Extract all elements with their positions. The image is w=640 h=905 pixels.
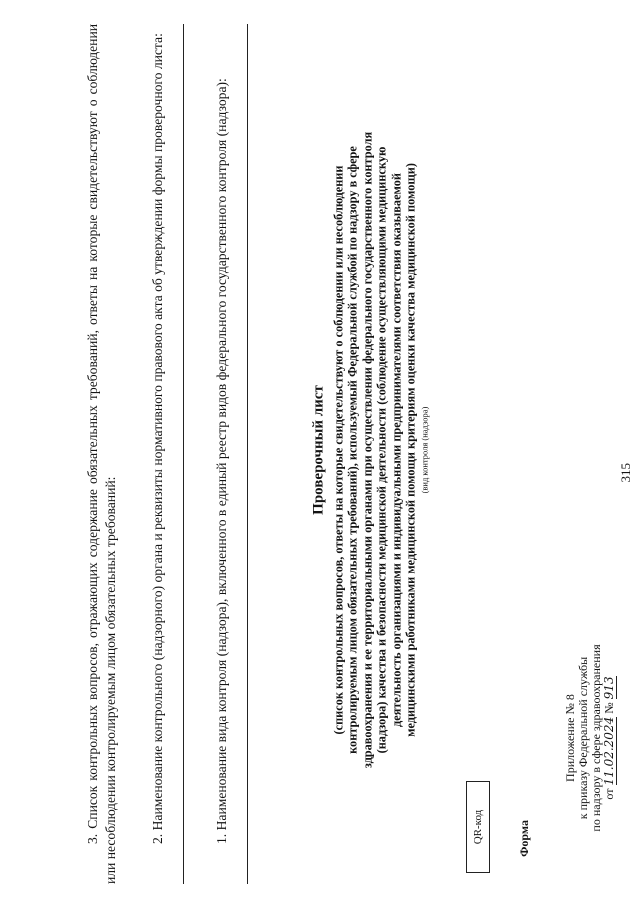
- section-1-fill-line: [231, 24, 248, 884]
- section-3: [84, 24, 120, 884]
- number-prefix: №: [602, 702, 616, 714]
- section-1-text: 1. Наименование вида контроля (надзора), включенного в единый реестр видов федерального государственного контроля (надзора):: [214, 78, 229, 844]
- section-1: [213, 24, 248, 884]
- control-kind-caption: (вид контроля (надзора): [420, 406, 430, 494]
- date-prefix: от: [602, 788, 616, 800]
- section-2-text: 2. Наименование контрольного (надзорного) органа и реквизиты нормативного правового акта об утверждении формы проверочного листа:: [150, 33, 165, 844]
- handwritten-number: 913: [602, 676, 616, 700]
- section-3-text: 3. Список контрольных вопросов, отражающих содержание обязательных требований, ответы на которые свидетельствуют о соблюдении или несоблюдении контролируемым лицом обязательных требований:: [85, 24, 118, 884]
- appendix-header: [564, 603, 616, 873]
- title-block: [311, 130, 430, 770]
- section-2-fill-line: [167, 24, 184, 884]
- appendix-date-line: [603, 603, 616, 873]
- document-subtitle: (список контрольных вопросов, ответы на которые свидетельствуют о соблюдении или несоблюдении контролируемым лицом обязательных требований), используемый Федеральной службой по надзору в сфере здравоохранения и ее территориальными органами при осуществлении федерального государственного контроля (надзора) качества и безопасности медицинской деятельности (соблюдение осуществляющими медицинскую деятельность организациями и индивидуальными предпринимателями соответствия оказываемой медицинскими работниками медицинской помощи критериям оценки качества медицинской помощи): [331, 131, 418, 769]
- qr-code-box: QR-код: [466, 781, 490, 873]
- form-label: Форма: [517, 820, 531, 857]
- document-title: Проверочный лист: [310, 385, 327, 515]
- appendix-line-1: Приложение № 8: [563, 694, 577, 782]
- page-number: 315: [618, 463, 633, 483]
- appendix-line-3: по надзору в сфере здравоохранения: [589, 644, 603, 832]
- handwritten-date: 11.02.2024: [602, 716, 616, 786]
- appendix-line-2: к приказу Федеральной службы: [576, 656, 590, 820]
- section-2: [149, 24, 184, 884]
